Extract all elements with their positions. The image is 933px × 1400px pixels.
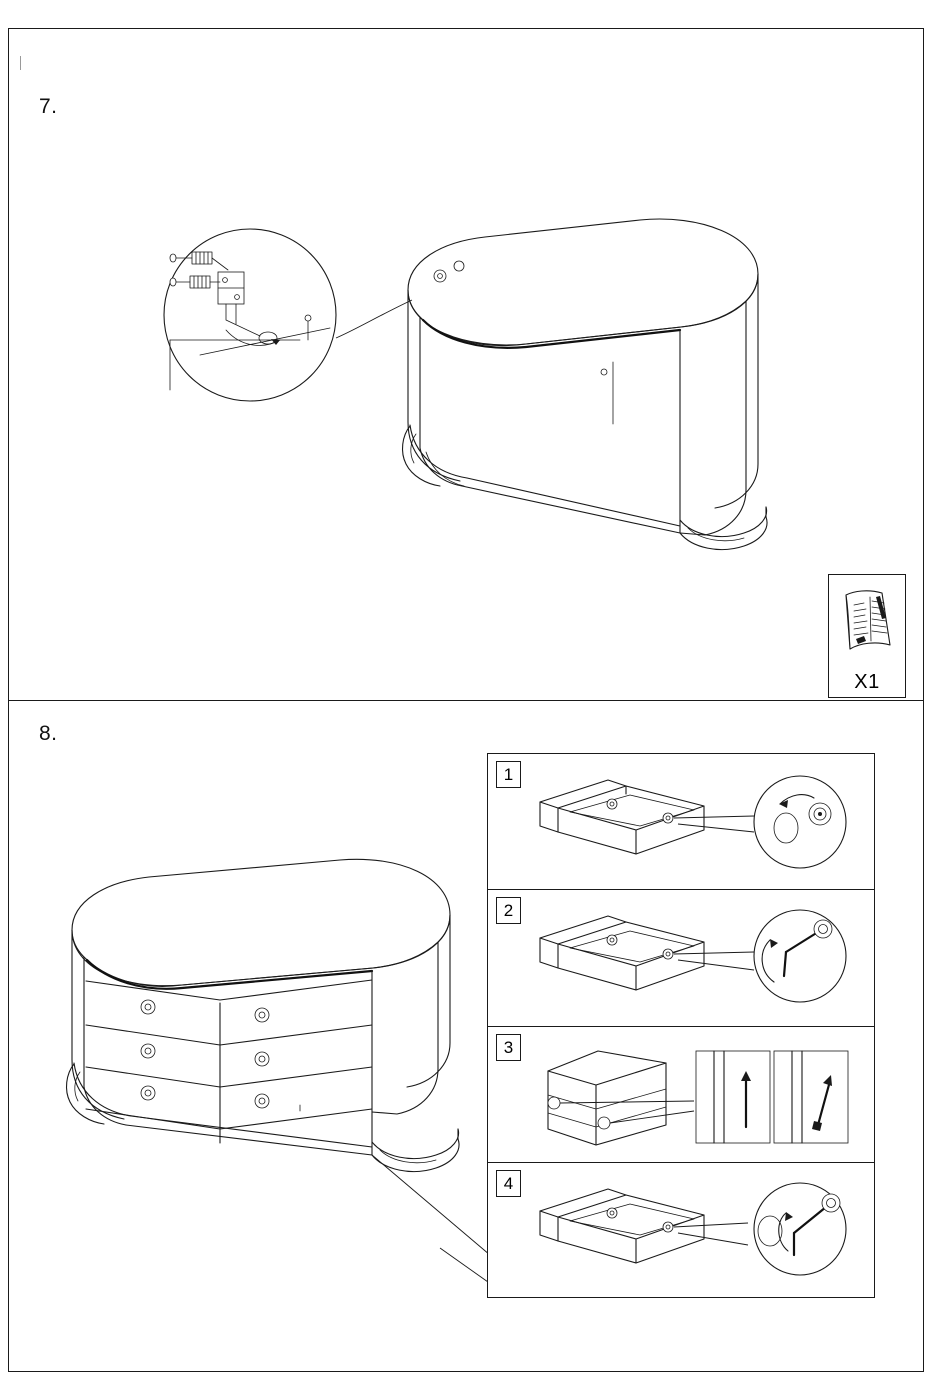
instruction-manual-icon — [834, 583, 902, 665]
parts-box-manual — [828, 574, 906, 698]
substep-2 — [488, 890, 874, 1026]
step-7-illustration — [140, 190, 780, 570]
margin-tick-mark — [20, 56, 21, 70]
substep-2-illustration — [518, 896, 868, 1022]
substep-4-illustration — [518, 1169, 868, 1295]
step-8-number: 8. — [39, 722, 58, 745]
substep-4 — [488, 1163, 874, 1299]
parts-quantity-label: X1 — [854, 671, 880, 693]
substep-1 — [488, 754, 874, 890]
substep-4-number: 4 — [496, 1170, 521, 1197]
substep-1-illustration — [518, 760, 868, 886]
substeps-panel — [487, 753, 875, 1298]
step-7-number: 7. — [39, 95, 58, 118]
substep-1-number: 1 — [496, 761, 521, 788]
substep-3-number: 3 — [496, 1034, 521, 1061]
step-8-illustration — [50, 855, 510, 1275]
substep-2-number: 2 — [496, 897, 521, 924]
step-divider — [8, 700, 924, 701]
substep-3-illustration — [518, 1033, 868, 1159]
substep-3 — [488, 1027, 874, 1163]
